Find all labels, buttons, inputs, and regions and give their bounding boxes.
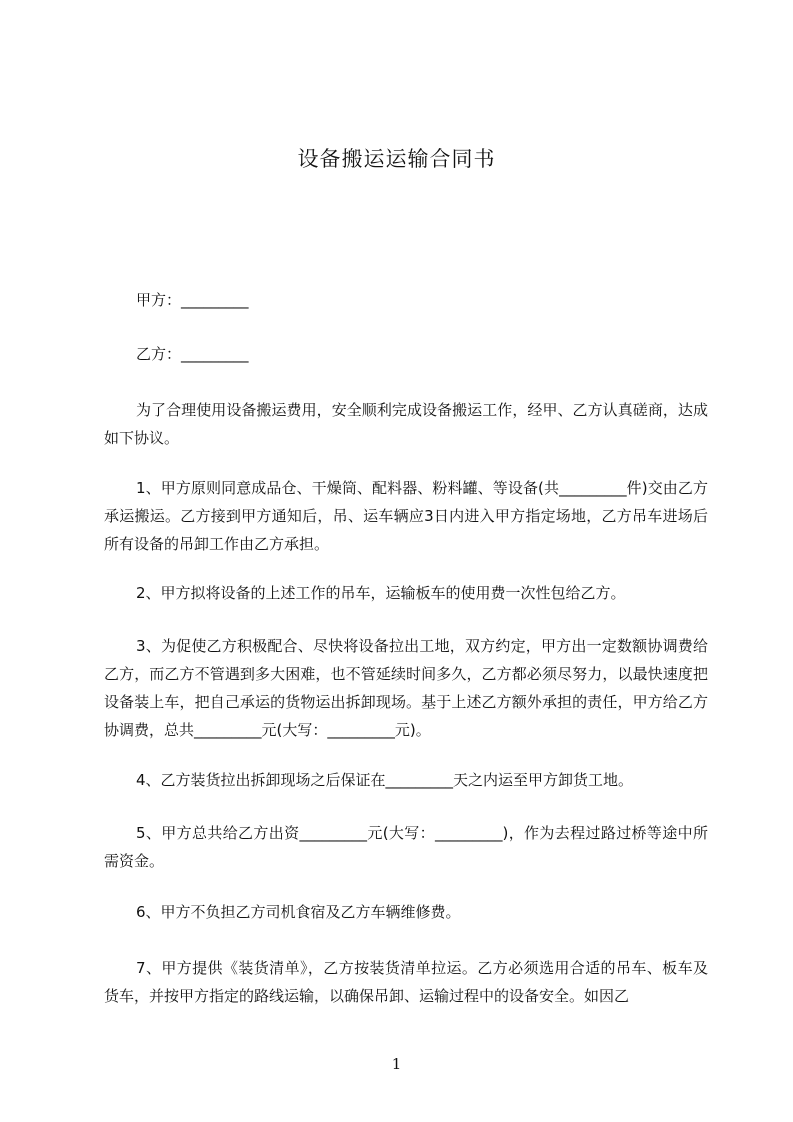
page-number: 1 — [391, 1055, 402, 1073]
preamble-paragraph: 为了合理使用设备搬运费用，安全顺利完成设备搬运工作，经甲、乙方认真磋商，达成如下协议。 — [104, 401, 708, 447]
party-b-line: 乙方：_________ — [136, 345, 249, 363]
clause-1: 1、甲方原则同意成品仓、干燥筒、配料器、粉料罐、等设备(共_________件)交由乙方承运搬运。乙方接到甲方通知后，吊、运车辆应3日内进入甲方指定场地，乙方吊车进场后所有设备的吊卸工作由乙方承担。 — [104, 479, 708, 553]
party-a-line: 甲方：_________ — [136, 291, 249, 309]
clause-2: 2、甲方拟将设备的上述工作的吊车，运输板车的使用费一次性包给乙方。 — [136, 584, 626, 602]
clause-4: 4、乙方装货拉出拆卸现场之后保证在_________天之内运至甲方卸货工地。 — [136, 771, 634, 789]
clause-5: 5、甲方总共给乙方出资_________元(大写：_________)，作为去程过路过桥等途中所需资金。 — [104, 824, 708, 870]
clause-3: 3、为促使乙方积极配合、尽快将设备拉出工地，双方约定，甲方出一定数额协调费给乙方，而乙方不管遇到多大困难，也不管延续时间多久，乙方都必须尽努力，以最快速度把设备装上车，把自己承运的货物运出拆卸现场。基于上述乙方额外承担的责任，甲方给乙方协调费，总共_________元(大写：_________元)。 — [104, 637, 708, 739]
clause-7: 7、甲方提供《装货清单》，乙方按装货清单拉运。乙方必须选用合适的吊车、板车及货车，并按甲方指定的路线运输，以确保吊卸、运输过程中的设备安全。如因乙 — [104, 959, 708, 1005]
clause-6: 6、甲方不负担乙方司机食宿及乙方车辆维修费。 — [136, 903, 461, 921]
page-title: 设备搬运运输合同书 — [297, 147, 496, 171]
